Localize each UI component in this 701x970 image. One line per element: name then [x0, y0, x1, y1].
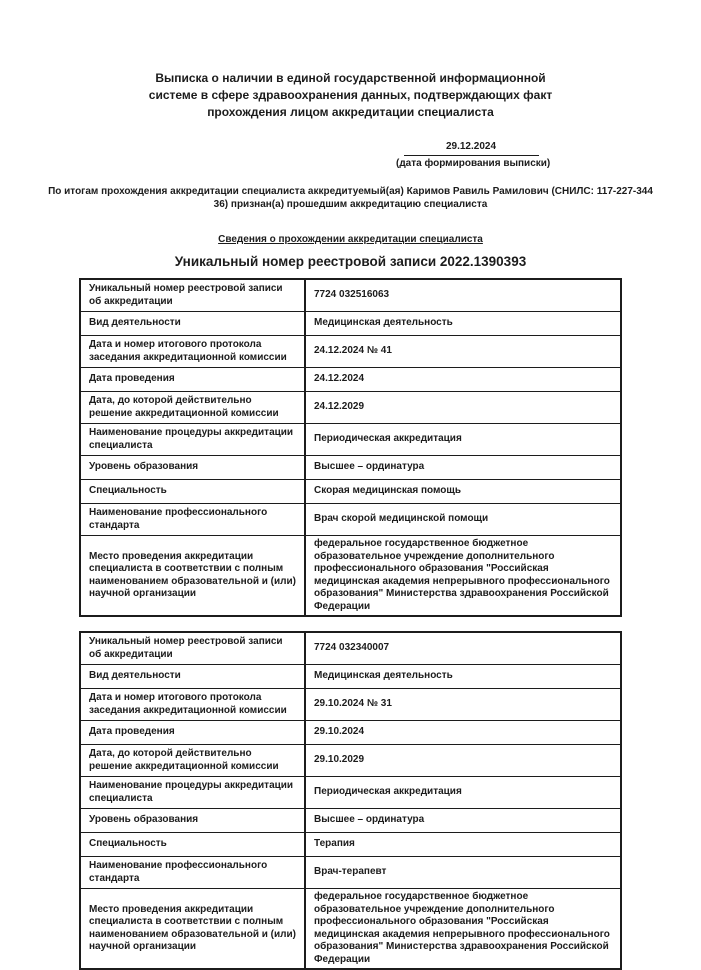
- row-value: Скорая медицинская помощь: [305, 480, 621, 504]
- row-label: Наименование процедуры аккредитации специалиста: [80, 424, 305, 456]
- row-label: Специальность: [80, 480, 305, 504]
- row-label: Дата, до которой действительно решение аккредитационной комиссии: [80, 392, 305, 424]
- row-label: Дата, до которой действительно решение аккредитационной комиссии: [80, 745, 305, 777]
- extract-date: 29.12.2024: [404, 141, 539, 156]
- row-label: Наименование процедуры аккредитации специалиста: [80, 777, 305, 809]
- row-value: 7724 032516063: [305, 279, 621, 312]
- extract-date-block: [396, 141, 551, 170]
- intro-paragraph: По итогам прохождения аккредитации специалиста аккредитуемый(ая) Каримов Равиль Рамилович (СНИЛС: 117-227-344 36) признан(а) прошедшим аккредитацию специалиста: [48, 186, 653, 210]
- row-value: 24.12.2024: [305, 368, 621, 392]
- accreditation-table-1: [79, 278, 622, 617]
- table-row: [80, 632, 621, 665]
- table-row: [80, 312, 621, 336]
- table-row: [80, 833, 621, 857]
- document-title: [80, 70, 621, 121]
- table-row: [80, 368, 621, 392]
- table-row: [80, 279, 621, 312]
- section-heading: Сведения о прохождении аккредитации специалиста: [218, 234, 483, 245]
- row-label: Дата и номер итогового протокола заседания аккредитационной комиссии: [80, 336, 305, 368]
- row-label: Специальность: [80, 833, 305, 857]
- document-page: [0, 70, 701, 965]
- row-label: Уровень образования: [80, 456, 305, 480]
- table-row: [80, 665, 621, 689]
- table-row: [80, 809, 621, 833]
- record-number-heading: Уникальный номер реестровой записи 2022.1390393: [174, 254, 527, 269]
- table-row: [80, 504, 621, 536]
- row-value: Врач-терапевт: [305, 857, 621, 889]
- row-value: Медицинская деятельность: [305, 312, 621, 336]
- document-title-line: Выписка о наличии в единой государственной информационной: [155, 71, 546, 85]
- row-label: Дата проведения: [80, 721, 305, 745]
- row-value: 29.10.2024: [305, 721, 621, 745]
- row-label: Дата и номер итогового протокола заседания аккредитационной комиссии: [80, 689, 305, 721]
- row-value: федеральное государственное бюджетное образовательное учреждение дополнительного профессионального образования "Российская медицинская академия непрерывного профессионального образования" Министерства здравоохранения Российской Федерации: [305, 536, 621, 617]
- table-row: [80, 889, 621, 970]
- table-row: [80, 689, 621, 721]
- row-label: Уникальный номер реестровой записи об аккредитации: [80, 632, 305, 665]
- row-label: Дата проведения: [80, 368, 305, 392]
- table-row: [80, 536, 621, 617]
- row-value: Терапия: [305, 833, 621, 857]
- row-value: Периодическая аккредитация: [305, 777, 621, 809]
- row-value: 29.10.2029: [305, 745, 621, 777]
- document-title-line: системе в сфере здравоохранения данных, подтверждающих факт: [148, 88, 553, 102]
- row-label: Наименование профессионального стандарта: [80, 857, 305, 889]
- table-row: [80, 777, 621, 809]
- table-row: [80, 336, 621, 368]
- row-value: Периодическая аккредитация: [305, 424, 621, 456]
- table-row: [80, 424, 621, 456]
- row-label: Место проведения аккредитации специалиста в соответствии с полным наименованием образовательной и (или) научной организации: [80, 536, 305, 617]
- table-row: [80, 392, 621, 424]
- accreditation-table-2: [79, 631, 622, 970]
- row-label: Место проведения аккредитации специалиста в соответствии с полным наименованием образовательной и (или) научной организации: [80, 889, 305, 970]
- row-value: федеральное государственное бюджетное образовательное учреждение дополнительного профессионального образования "Российская медицинская академия непрерывного профессионального образования" Министерства здравоохранения Российской Федерации: [305, 889, 621, 970]
- row-value: 29.10.2024 № 31: [305, 689, 621, 721]
- table-row: [80, 480, 621, 504]
- row-label: Наименование профессионального стандарта: [80, 504, 305, 536]
- table-row: [80, 745, 621, 777]
- row-label: Вид деятельности: [80, 312, 305, 336]
- table-row: [80, 456, 621, 480]
- row-label: Уникальный номер реестровой записи об аккредитации: [80, 279, 305, 312]
- row-value: 24.12.2024 № 41: [305, 336, 621, 368]
- table-row: [80, 857, 621, 889]
- row-value: Медицинская деятельность: [305, 665, 621, 689]
- extract-date-caption: (дата формирования выписки): [396, 158, 551, 169]
- row-value: Высшее – ординатура: [305, 809, 621, 833]
- row-label: Вид деятельности: [80, 665, 305, 689]
- row-label: Уровень образования: [80, 809, 305, 833]
- row-value: 24.12.2029: [305, 392, 621, 424]
- row-value: Врач скорой медицинской помощи: [305, 504, 621, 536]
- table-row: [80, 721, 621, 745]
- row-value: Высшее – ординатура: [305, 456, 621, 480]
- row-value: 7724 032340007: [305, 632, 621, 665]
- document-title-line: прохождения лицом аккредитации специалиста: [207, 105, 494, 119]
